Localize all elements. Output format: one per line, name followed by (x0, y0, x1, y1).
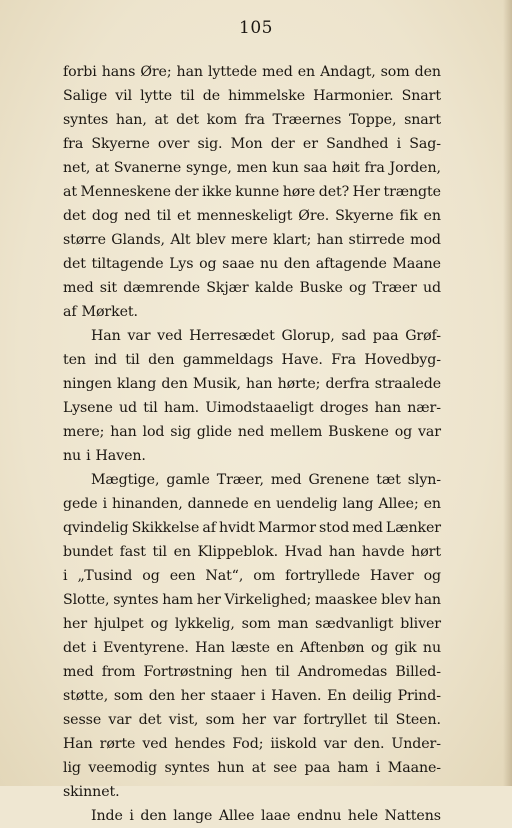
text-line: bundet fast til en Klippeblok. Hvad han havde hørt (63, 544, 441, 560)
text-line: i „Tusind og een Nat“, om fortryllede Haver og (63, 568, 441, 584)
text-line: ten ind til den gammeldags Have. Fra Hovedbyg- (63, 352, 441, 368)
text-line: qvindelig Skikkelse af hvidt Marmor stod med Lænker (63, 520, 441, 536)
text-line: skinnet. (63, 784, 120, 800)
text-line: syntes han, at det kom fra Træernes Toppe, snart (63, 112, 441, 128)
text-line: Mægtige, gamle Træer, med Grenene tæt slyn- (91, 472, 441, 488)
text-line: at Menneskene der ikke kunne høre det? Her trængte (63, 184, 441, 200)
text-line: støtte, som den her staaer i Haven. En deilig Prind- (63, 688, 441, 704)
text-line: her hjulpet og lykkelig, som man sædvanligt bliver (63, 616, 441, 632)
text-line: fra Skyerne over sig. Mon der er Sandhed i Sag- (63, 136, 441, 152)
text-line: med sit dæmrende Skjær kalde Buske og Træer ud (63, 280, 441, 296)
text-line: Han var ved Herresædet Glorup, sad paa Grøf- (91, 328, 441, 344)
text-line: lig veemodig syntes hun at see paa ham i Maane- (63, 760, 441, 776)
text-line: større Glands, Alt blev mere klart; han stirrede mod (63, 232, 441, 248)
text-line: det i Eventyrene. Han læste en Aftenbøn og gik nu (63, 640, 441, 656)
text-line: det tiltagende Lys og saae nu den aftagende Maane (63, 256, 441, 272)
text-line: ningen klang den Musik, han hørte; derfra straalede (63, 376, 441, 392)
text-line: Han rørte ved hendes Fod; iiskold var den. Under- (63, 736, 441, 752)
text-line: gede i hinanden, dannede en uendelig lang Allee; en (63, 496, 441, 512)
text-line: nu i Haven. (63, 448, 146, 464)
text-line: mere; han lod sig glide ned mellem Buskene og var (63, 424, 441, 440)
text-line: Inde i den lange Allee laae endnu hele Nattens (91, 808, 441, 824)
text-line: det dog ned til et menneskeligt Øre. Skyerne fik en (63, 208, 441, 224)
text-line: med from Fortrøstning hen til Andromedas Billed- (63, 664, 441, 680)
text-line: Lysene ud til ham. Uimodstaaeligt droges han nær- (63, 400, 441, 416)
body-text (63, 60, 441, 828)
text-line: Slotte, syntes ham her Virkelighed; maaskee blev han (63, 592, 441, 608)
text-line: forbi hans Øre; han lyttede med en Andagt, som den (63, 64, 441, 80)
text-line: Salige vil lytte til de himmelske Harmonier. Snart (63, 88, 441, 104)
text-line: net, at Svanerne synge, men kun saa høit fra Jorden, (63, 160, 441, 176)
page-number: 105 (239, 18, 273, 38)
text-line: sesse var det vist, som her var fortryllet til Steen. (63, 712, 441, 728)
page-edge-shadow (503, 0, 512, 786)
text-line: af Mørket. (63, 304, 138, 320)
